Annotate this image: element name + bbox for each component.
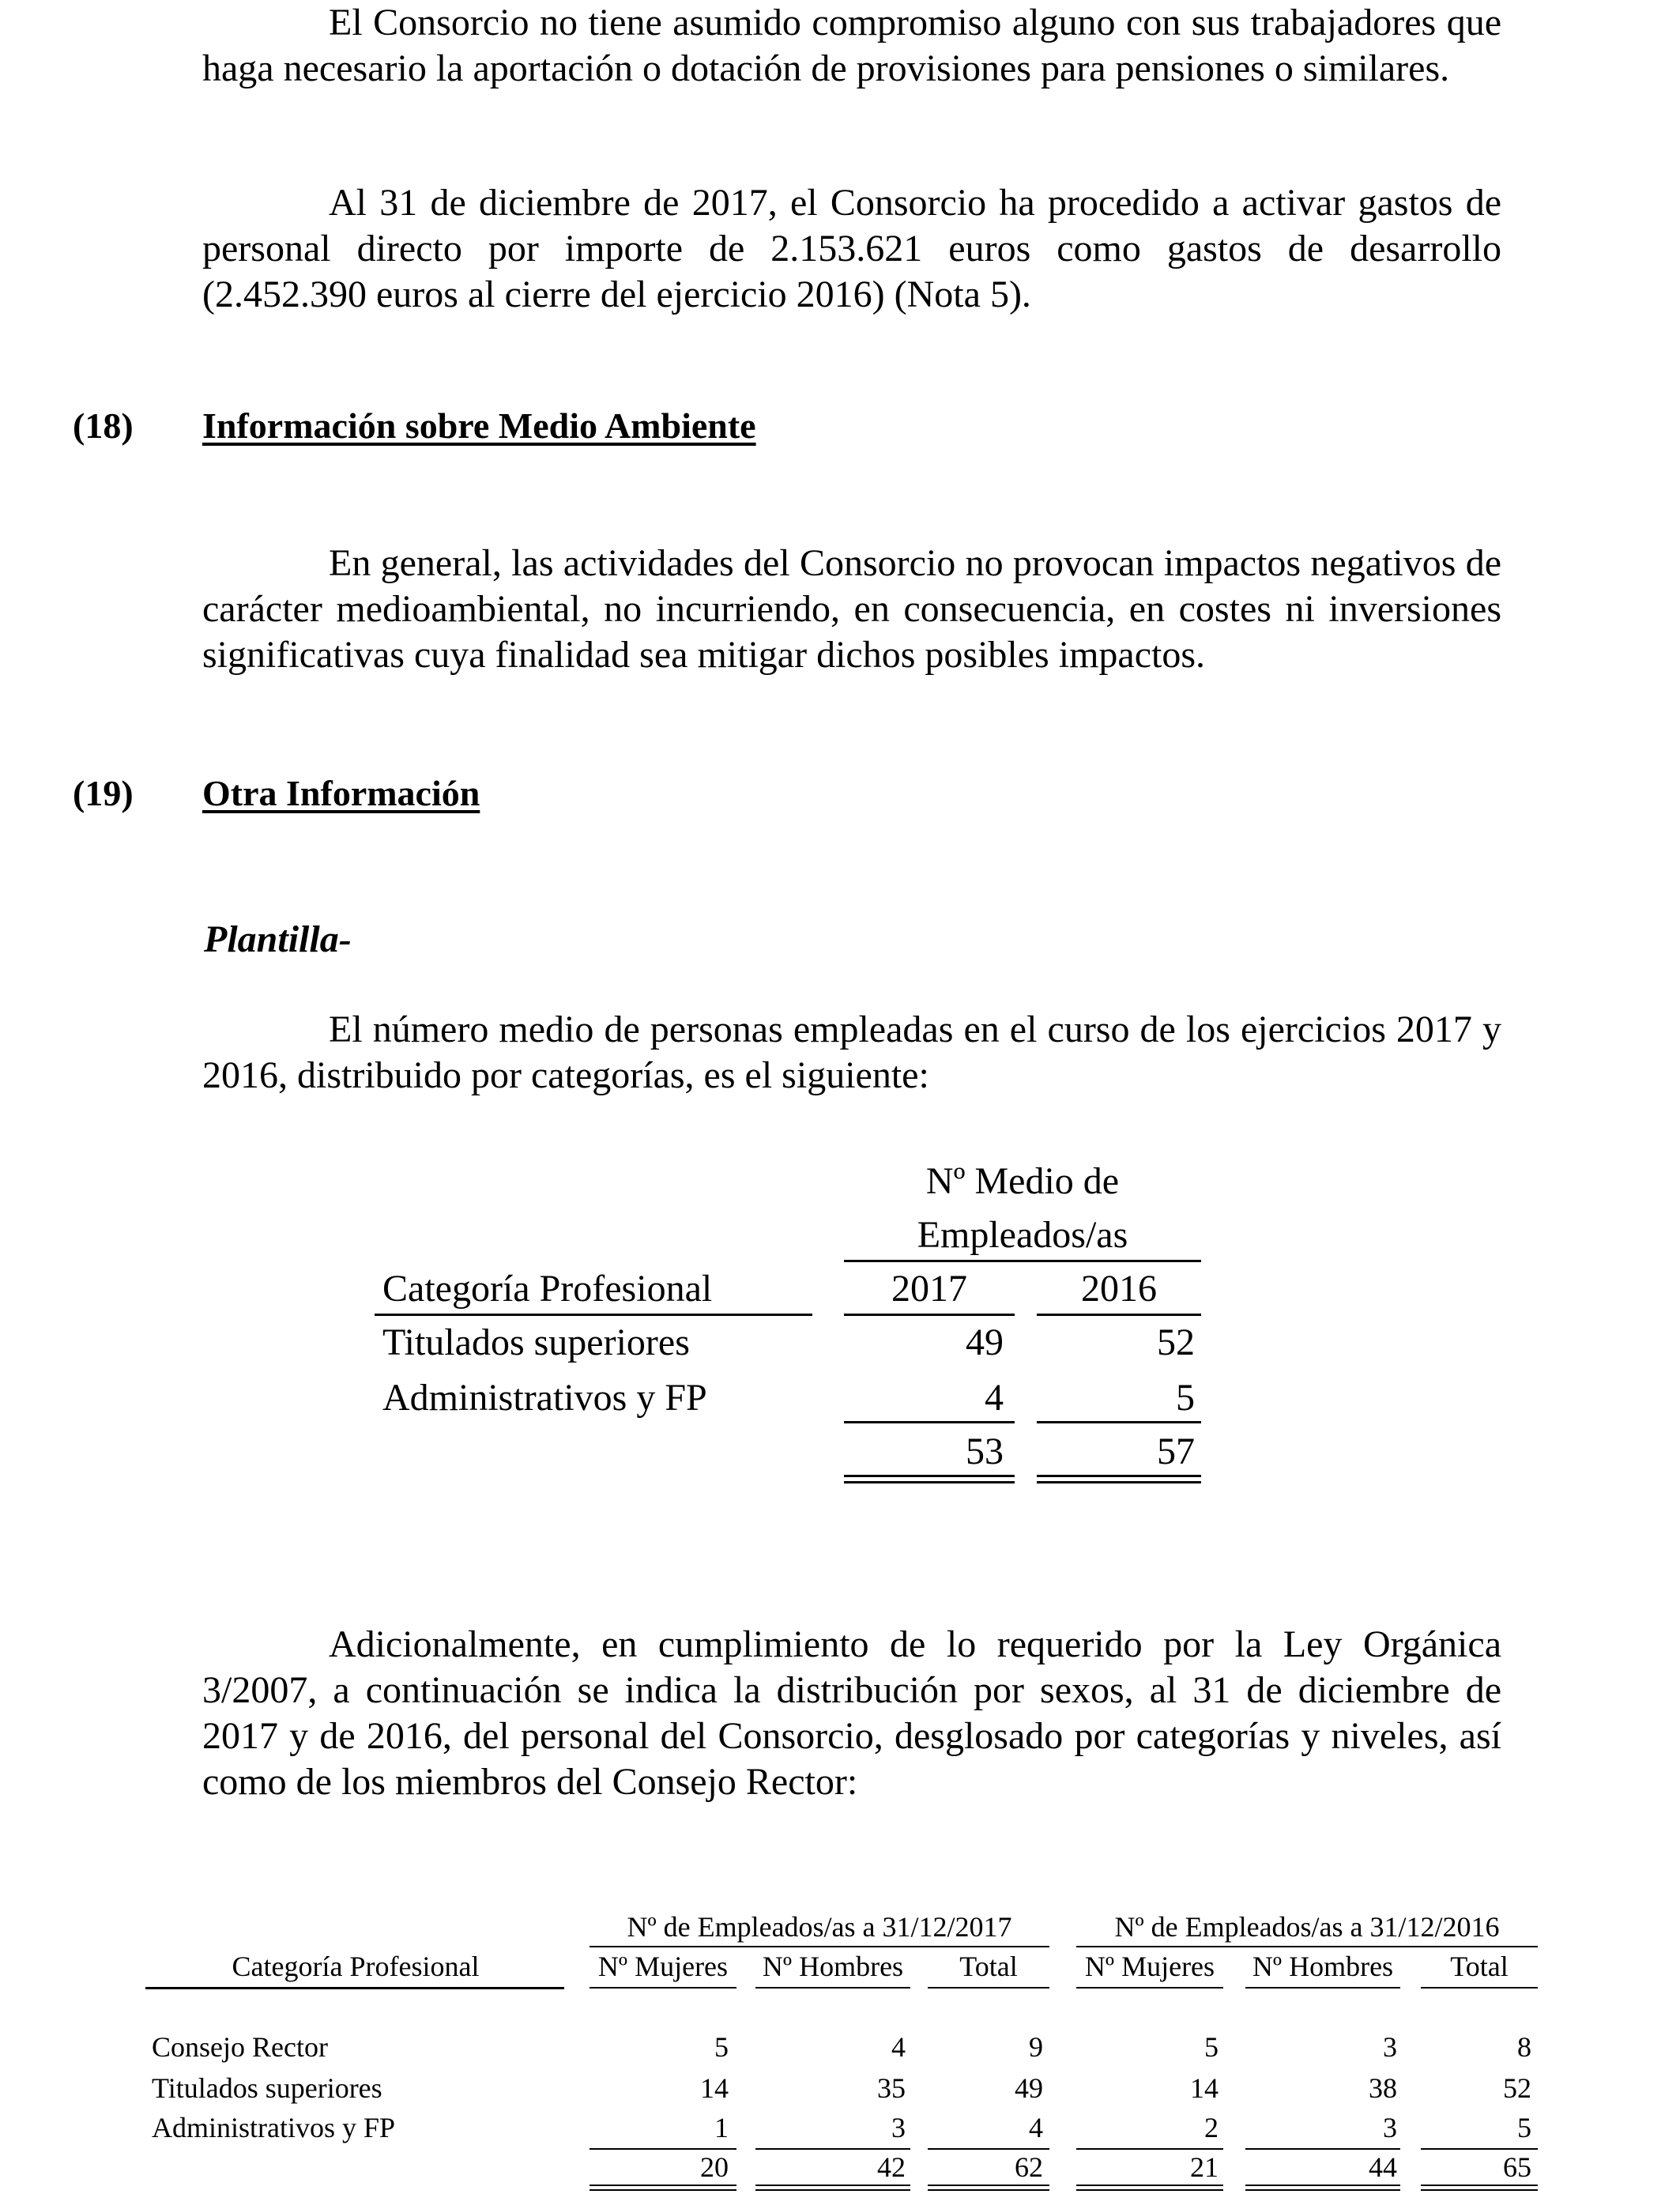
paragraph-gender-distribution — [202, 1622, 1501, 1805]
table1-double-rule-2017-a — [844, 1475, 1015, 1477]
table2-category-rule — [145, 1987, 564, 1989]
table2-total-cell: 62 — [1015, 2151, 1043, 2183]
table1-header-line2: Empleados/as — [917, 1214, 1128, 1256]
table2-total-cell: 44 — [1369, 2151, 1397, 2183]
table2-col-rule — [1245, 1987, 1400, 1989]
table2-cell: 3 — [891, 2112, 906, 2143]
table1-double-rule-2016-b — [1037, 1481, 1201, 1483]
table2-double-rule-a — [755, 2185, 910, 2186]
table2-cell: 8 — [1517, 2031, 1531, 2063]
table1-row-label: Administrativos y FP — [382, 1377, 707, 1419]
table2-cell: 38 — [1369, 2072, 1397, 2104]
table2-total-cell: 65 — [1503, 2151, 1531, 2183]
table2-cell: 1 — [714, 2112, 729, 2143]
table2-double-rule-a — [1421, 2185, 1538, 2186]
table2-cell: 9 — [1029, 2031, 1043, 2063]
section-18-number: (18) — [73, 405, 134, 446]
table1-year-2016: 2016 — [1081, 1268, 1157, 1310]
paragraph-environment — [202, 541, 1501, 678]
table2-header-mujeres-2016: Nº Mujeres — [1084, 1951, 1215, 1982]
table2-col-rule — [590, 1987, 736, 1989]
table2-double-rule-a — [590, 2185, 736, 2186]
table2-row-label: Titulados superiores — [152, 2072, 382, 2104]
table2-cell: 2 — [1204, 2112, 1219, 2143]
table2-total-cell: 42 — [877, 2151, 906, 2183]
table2-col-rule — [1421, 1987, 1538, 1989]
table2-double-rule-b — [1245, 2189, 1400, 2191]
paragraph-gender-distribution-text: Adicionalmente, en cumplimiento de lo requerido por la Ley Orgánica 3/2007, a continuación se indica la distribución por sexos, al 31 de diciembre de 2017 y de 2016, del personal del Consorcio, desglosado por categorías y niveles, así como de los miembros del Consejo Rector: — [202, 1623, 1501, 1803]
table2-double-rule-b — [928, 2189, 1049, 2191]
table2-double-rule-b — [1076, 2189, 1223, 2191]
table2-col-rule — [1076, 1987, 1223, 1989]
table1-2017-rule — [844, 1314, 1015, 1316]
table2-cell: 3 — [1383, 2031, 1397, 2063]
table2-cell: 5 — [714, 2031, 729, 2063]
table2-double-rule-a — [928, 2185, 1049, 2186]
table2-total-cell: 21 — [1190, 2151, 1219, 2183]
table1-category-rule — [375, 1314, 812, 1316]
table2-cell: 49 — [1015, 2072, 1043, 2104]
table1-header-line1: Nº Medio de — [925, 1160, 1120, 1202]
paragraph-environment-text: En general, las actividades del Consorcio no provocan impactos negativos de carácter medioambiental, no incurriendo, en consecuencia, en costes ni inversiones significativas cuya finalidad sea mitigar dichos posibles impactos. — [202, 542, 1501, 676]
table1-row-2016: 52 — [1157, 1321, 1195, 1363]
table1-subtotal-rule-2016 — [1037, 1421, 1201, 1423]
table2-group-2017: Nº de Empleados/as a 31/12/2017 — [627, 1911, 1012, 1943]
table2-row-label: Consejo Rector — [152, 2031, 328, 2063]
paragraph-pensions — [202, 0, 1501, 92]
table1-category-header: Categoría Profesional — [382, 1268, 713, 1310]
table2-header-total-2017: Total — [959, 1951, 1018, 1982]
plantilla-subheading: Plantilla- — [204, 918, 352, 960]
table1-row-2017: 49 — [966, 1321, 1004, 1363]
table1-row-2017: 4 — [985, 1377, 1004, 1419]
table1-row-label: Titulados superiores — [382, 1321, 690, 1363]
table2-cell: 4 — [891, 2031, 906, 2063]
table1-group-rule — [844, 1260, 1201, 1262]
table2-cell: 4 — [1029, 2112, 1043, 2143]
paragraph-average-employees — [202, 1007, 1501, 1099]
table2-total-cell: 20 — [700, 2151, 729, 2183]
section-18-title: Información sobre Medio Ambiente — [202, 405, 756, 446]
table2-cell: 14 — [1190, 2072, 1219, 2104]
section-19-heading — [0, 771, 1680, 818]
table2-cell: 14 — [700, 2072, 729, 2104]
table2-cell: 3 — [1383, 2112, 1397, 2143]
table2-cell: 35 — [877, 2072, 906, 2104]
paragraph-personal-costs-text: Al 31 de diciembre de 2017, el Consorcio ha procedido a activar gastos de personal directo por importe de 2.153.621 euros como gastos de desarrollo (2.452.390 euros al cierre del ejercicio 2016) (Nota 5). — [202, 182, 1501, 315]
table2-header-hombres-2016: Nº Hombres — [1252, 1951, 1394, 1982]
section-19-title: Otra Información — [202, 773, 480, 813]
section-18-heading — [0, 403, 1680, 450]
table2-category-header: Categoría Profesional — [232, 1951, 480, 1982]
table2-double-rule-b — [590, 2189, 736, 2191]
table1-total-2017: 53 — [966, 1431, 1004, 1472]
section-19-number: (19) — [73, 773, 134, 813]
table2-group-2016-rule — [1076, 1946, 1538, 1947]
paragraph-average-employees-text: El número medio de personas empleadas en el curso de los ejercicios 2017 y 2016, distribuido por categorías, es el siguiente: — [202, 1008, 1501, 1096]
table2-cell: 5 — [1204, 2031, 1219, 2063]
table2-col-rule — [928, 1987, 1049, 1989]
table1-row-2016: 5 — [1176, 1377, 1195, 1419]
table2-double-rule-b — [755, 2189, 910, 2191]
table1-2016-rule — [1037, 1314, 1201, 1316]
table1-subtotal-rule-2017 — [844, 1421, 1015, 1423]
paragraph-pensions-text: El Consorcio no tiene asumido compromiso alguno con sus trabajadores que haga necesario la aportación o dotación de provisiones para pensiones o similares. — [202, 2, 1501, 89]
table2-double-rule-a — [1076, 2185, 1223, 2186]
table2-row-label: Administrativos y FP — [152, 2112, 396, 2143]
table1-year-2017: 2017 — [891, 1268, 967, 1310]
table1-total-2016: 57 — [1157, 1431, 1195, 1472]
table1-double-rule-2016-a — [1037, 1475, 1201, 1477]
table2-header-hombres-2017: Nº Hombres — [762, 1951, 904, 1982]
paragraph-personal-costs — [202, 180, 1501, 318]
table2-double-rule-b — [1421, 2189, 1538, 2191]
table2-group-2017-rule — [590, 1946, 1049, 1947]
table1-double-rule-2017-b — [844, 1481, 1015, 1483]
table2-double-rule-a — [1245, 2185, 1400, 2186]
table2-cell: 52 — [1503, 2072, 1531, 2104]
table2-col-rule — [755, 1987, 910, 1989]
table2-header-mujeres-2017: Nº Mujeres — [597, 1951, 729, 1982]
table2-group-2016: Nº de Empleados/as a 31/12/2016 — [1114, 1911, 1500, 1943]
table2-cell: 5 — [1517, 2112, 1531, 2143]
table2-header-total-2016: Total — [1450, 1951, 1509, 1982]
